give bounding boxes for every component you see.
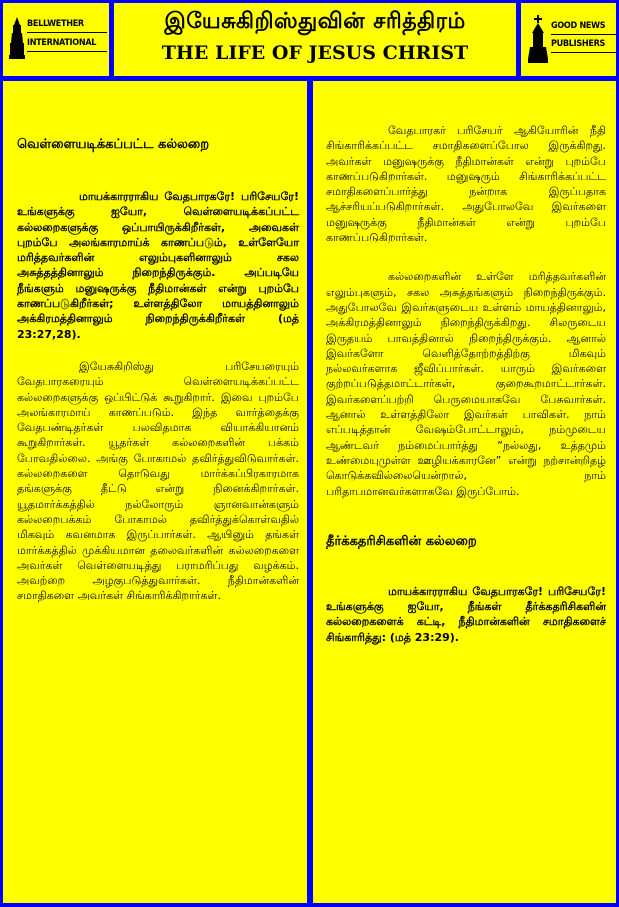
logo-line-bellwether: BELLWETHER [27, 16, 107, 33]
right-column [313, 81, 616, 903]
body-paragraph: கல்லறைகளின் உள்ளே மரித்தவர்களின் எலும்புகளும், சகல அசுத்தங்களும் நிறைந்திருக்கும். அதுபோலவே இவர்களுடைய உள்ளம் மாயத்தினாலும், அக்கிரமத்தினாலும் நிறைந்திருக்கிறது. சிலருடைய இருதயம் பாவத்தினால் நிறைந்திருக்கும். ஆனால் இவர்களோ வெளித்தோற்றத்திற்கு மிகவும் நல்லவர்களாக ஜீவிப்பார்கள். யாரும் இவர்களை குற்றப்படுத்தமாட்டார்கள், குறைகூறமாட்டார்கள். இவர்களைப்பற்றி பெருமையாகவே பேசுவார்கள். ஆனால் உள்ளத்திலோ இவர்கள் பாவிகள். நாம் எப்படித்தான் வேஷம்போட்டாலும், நம்முடைய ஆண்டவர் நம்மைப்பார்த்து “நல்லது, உத்தமும் உண்மையுமுள்ள ஊழியக்காரனே” என்று நற்சான்றிதழ் கொடுக்கவில்லையென்றால், நாம் பரிதாபமானவர்களாகவே இருப்போம். [326, 270, 606, 498]
bellwether-logo [3, 3, 109, 76]
body-paragraph: வேதபாரகர் பரிசேயர் ஆகியோரின் நீதி சிங்காரிக்கப்பட்ட சமாதிகளைப்போல இருக்கிறது. அவர்கள் மனுஷருக்கு நீதிமான்கள் என்று புறம்பே காணப்படுகிறார்கள். மனுஷரும் சிங்காரிக்கப்பட்ட சமாதிகளைப்பார்த்து நன்றாக இருப்பதாக ஆச்சரியப்படுகிறார்கள். அதுபோலவே இவர்களை மனுஷருக்கு நீதிமான்கள் என்று புறம்பே காணப்படுகிறார்கள். [326, 124, 606, 245]
section-heading-prophets-tomb: தீர்க்கதரிசிகளின் கல்லறை [326, 533, 477, 549]
logo-line-international: INTERNATIONAL [27, 35, 107, 52]
church-icon [528, 15, 548, 63]
section-heading-whitewashed-tomb: வெள்ளையடிக்கப்பட்ட கல்லறை [17, 137, 210, 152]
good-news-logo [521, 3, 616, 76]
body-paragraph: இயேசுகிறிஸ்து பரிசேயரையும் வேதபாரகரையும் வெள்ளையடிக்கப்பட்ட கல்லறைகளுக்கு ஒப்பிட்டுக் கூறுகிறார். இவை புறம்பே அலங்காரமாய் காணப்படும். இந்த வார்த்தைக்கு வேதபண்டிதர்கள் பலவிதமாக வியாக்கியானம் கூறுகிறார்கள். யூதர்கள் கல்லறைகளின் பக்கம் போவதில்லை. அங்கு போகாமல் தவிர்த்துவிடுவார்கள். கல்லறைகளை தொடுவது மார்க்கப்பிரகாரமாக தங்களுக்கு தீட்டு என்று நினைக்கிறார்கள். யூதமார்க்கத்தில் நல்லோரும் ஞானவான்களும் கல்லறைபக்கம் போகாமல் தவிர்த்துக்கொள்வதில் மிகவும் கவனமாக இருப்பார்கள். ஆயினும் தங்கள் மார்க்கத்தில் முக்கியமான தலைவர்களின் கல்லறைகளை அவர்கள் வெள்ளையடித்து பராமரிப்பது வழக்கம். அவற்றை அழகுபடுத்துவார்கள். நீதிமான்களின் சமாதிகளை அவர்கள் சிங்காரிக்கிறார்கள். [17, 359, 299, 603]
scripture-quote-matthew-23-27: மாயக்காரராகிய வேதபாரகரே! பரிசேயரே! உங்களுக்கு ஐயோ, வெள்ளையடிக்கப்பட்ட கல்லறைகளுக்கு ஒப்பாயிருக்கிறீர்கள், அவைகள் புறம்பே அலங்காரமாய்க் காணப்படும், உள்ளேயோ மரித்தவர்களின் எலும்புகளினாலும் சகல அசுத்தத்தினாலும் நிறைந்திருக்கும். அப்படியே நீங்களும் மனுஷருக்கு நீதிமான்கள் என்று புறம்பே காணப்படுகிறீர்கள்; உள்ளத்திலோ மாயத்தினாலும் அக்கிரமத்தினாலும் நிறைந்திருக்கிறீர்கள் (மத் 23:27,28). [17, 190, 299, 341]
title-english: THE LIFE OF JESUS CHRIST [161, 42, 469, 64]
scripture-quote-matthew-23-29: மாயக்காரராகிய வேதபாரகரே! பரிசேயரே! உங்களுக்கு ஐயோ, நீங்கள் தீர்க்கதரிசிகளின் கல்லறைகளைக் கட்டி, நீதிமான்களின் சமாதிகளைச் சிங்காரித்து: (மத் 23:29). [326, 584, 606, 644]
logo-line-good-news: GOOD NEWS [551, 18, 616, 35]
title-tamil: இயேசுகிறிஸ்துவின் சரித்திரம் [164, 9, 466, 34]
left-column [3, 81, 307, 903]
title-banner [114, 3, 516, 76]
logo-line-publishers: PUBLISHERS [551, 36, 616, 53]
bell-tower-icon [9, 17, 25, 59]
